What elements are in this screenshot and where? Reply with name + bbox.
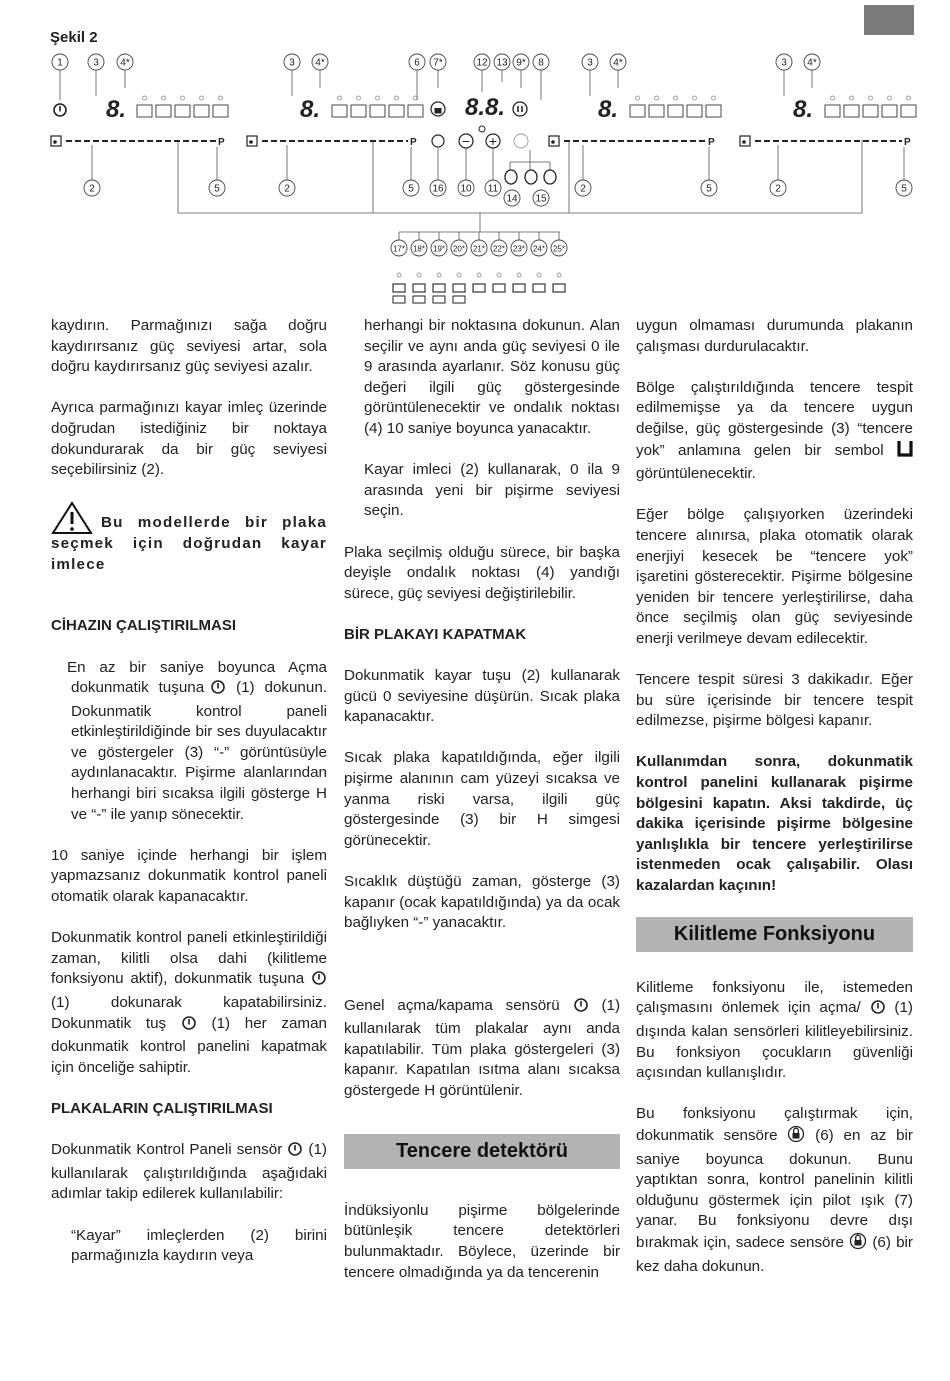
control-panel-diagram (0, 0, 950, 310)
paragraph: herhangi bir noktasına dokunun. Alan seçilir ve aynı anda güç seviyesi 0 ile 9 arasında ayarlanır. Söz konusu güç değeri ilgili güç göstergesinde görüntülenecektir ve ondalık noktası (4) 10 saniye boyunca yanacaktır. (364, 317, 620, 437)
text-column-1 (51, 316, 327, 1287)
callout-number: 6 (414, 57, 420, 69)
plus-button-label: + (488, 133, 498, 149)
timer-segment (156, 105, 171, 117)
timer-zone-icon (432, 135, 444, 147)
timer-segment (649, 105, 664, 117)
paragraph-text: (1) dokunarak kapatabilirsiniz. Dokunmatik tuş (51, 994, 327, 1032)
lock-icon (787, 1125, 805, 1150)
callout-number: 2 (775, 183, 781, 195)
power-level-display: 8. (598, 96, 619, 123)
callout-number: 10 (460, 183, 472, 195)
timer-segment (213, 105, 228, 117)
timer-indicator-icon (479, 126, 485, 132)
paragraph: İndüksiyonlu pişirme bölgelerinde bütünleşik tencere detektörleri bulunmaktadır. Böylece, üzerinde bir tencere olmadığında ya da tencerenin (344, 1201, 620, 1281)
paragraph: Eğer bölge çalışıyorken üzerindeki tencere alınırsa, plaka otomatik olarak enerjiyi kesecek be “tencere yok” işaretini gösterecektir. Pişirme bölgesine yeniden bir tencere yerleştirilirse, daha önce seçilmiş olan güç seviyesinde enerji verilmeye devam edilecektir. (636, 506, 913, 647)
callout-number: 1 (57, 57, 63, 69)
callout-number: 9* (516, 57, 526, 69)
cooking-function-icon (433, 284, 445, 292)
timer-segment (137, 105, 152, 117)
warning-triangle-icon (51, 501, 93, 535)
callout-number: 17* (392, 244, 406, 254)
callout-number: 4* (120, 57, 130, 69)
zone-icon-dot (249, 140, 253, 144)
slider-end-label: P (218, 137, 225, 148)
indicator-dot (907, 96, 911, 100)
indicator-dot (143, 96, 147, 100)
callout-number: 21* (472, 244, 486, 254)
power-level-display: 8.8. (465, 94, 506, 121)
timer-segment (668, 105, 683, 117)
callout-number: 14 (506, 193, 518, 205)
cooking-function-icon (453, 296, 465, 303)
indicator-dot (517, 273, 521, 277)
indicator-dot (712, 96, 716, 100)
callout-number: 7* (433, 57, 443, 69)
paragraph: kaydırın. Parmağınızı sağa doğru kaydırırsanız güç seviyesi artar, sola doğru kaydırırsanız güç seviyesi azalır. (51, 317, 327, 376)
paragraph: Dokunmatik kayar tuşu (2) kullanarak gücü 0 seviyesine düşürün. Sıcak plaka kapanacaktır. (344, 667, 620, 726)
timer-segment (901, 105, 916, 117)
callout-number: 8 (538, 57, 544, 69)
indicator-dot (497, 273, 501, 277)
indicator-dot (437, 273, 441, 277)
paragraph-text: (6) en az bir saniye boyunca dokunun. Bunu yaptıktan sonra, kontrol panelinin kilitli olduğunu göstermek için pilot ışık (7) yanar. Bu fonksiyonu devre dışı bırakmak için, sadece sensöre (636, 1126, 913, 1251)
paragraph-text: (1) dışında kalan sensörleri kilitleyebilirsiniz. Bu fonksiyon çocukların güvenliği açısından kullanışlıdır. (636, 999, 913, 1082)
callout-number: 15 (535, 193, 547, 205)
power-icon (214, 679, 226, 702)
indicator-dot (869, 96, 873, 100)
callout-number: 19* (432, 244, 446, 254)
zone-icon-dot (53, 140, 57, 144)
slider-end-label: P (410, 137, 417, 148)
paragraph (344, 996, 620, 1102)
callout-number: 4* (807, 57, 817, 69)
timer-segment (194, 105, 209, 117)
cooking-function-icon (493, 284, 505, 292)
timer-segment (332, 105, 347, 117)
lock-icon (849, 1232, 867, 1257)
lock-icon-body (435, 108, 442, 114)
cooking-sensor-icon (544, 170, 556, 184)
cooking-function-icon (513, 284, 525, 292)
paragraph: Ayrıca parmağınızı kayar imleç üzerinde doğrudan istediğiniz bir noktaya dokundurarak da bir güç seviyesi seçebilirsiniz (2). (51, 399, 327, 479)
paragraph-text: Bölge çalıştırıldığında tencere tespit edilmemişse ya da tencere uygun değilse, güç göstergesinde (3) “tencere yok” anlamına gelen bir sembol (636, 378, 913, 459)
paragraph-text: (1) kullanılarak çalıştırıldığında aşağıdaki adımlar takip edilerek kullanılabilir: (51, 1141, 327, 1203)
callout-number: 5 (706, 183, 712, 195)
indicator-dot (338, 96, 342, 100)
paragraph-text: Bu fonksiyonu çalıştırmak için, dokunmatik sensöre (636, 1105, 913, 1144)
timer-segment (825, 105, 840, 117)
indicator-dot (557, 273, 561, 277)
indicator-dot (674, 96, 678, 100)
power-icon (181, 1015, 197, 1038)
indicator-dot (477, 273, 481, 277)
cooking-function-icon (473, 284, 485, 292)
section-bar-lock-function: Kilitleme Fonksiyonu (636, 917, 913, 952)
callout-number: 3 (93, 57, 99, 69)
indicator-dot (537, 273, 541, 277)
paragraph: Sıcak plaka kapatıldığında, eğer ilgili pişirme alanının cam yüzeyi sıcaksa ve yanma riski varsa, ilgili güç göstergesinde (3) bir H simgesi görünecektir. (344, 749, 620, 849)
callout-number: 18* (412, 244, 426, 254)
callout-number: 25* (552, 244, 566, 254)
pause-icon (513, 102, 527, 116)
callout-number: 3 (289, 57, 295, 69)
timer-segment (351, 105, 366, 117)
cooking-sensor-icon (505, 170, 517, 184)
slider-end-label: P (904, 137, 911, 148)
section-heading: CİHAZIN ÇALIŞTIRILMASI (51, 617, 236, 635)
paragraph-text: Dokunmatik Kontrol Paneli sensör (51, 1141, 283, 1159)
paragraph (636, 378, 913, 485)
callout-number: 22* (492, 244, 506, 254)
indicator-dot (831, 96, 835, 100)
paragraph-text: En az bir saniye boyunca Açma dokunmatik tuşuna (67, 658, 327, 697)
indicator-dot (219, 96, 223, 100)
indicator-dot (417, 273, 421, 277)
callout-number: 2 (284, 183, 290, 195)
indicator-dot (457, 273, 461, 277)
callout-number: 4* (315, 57, 325, 69)
indicator-dot (693, 96, 697, 100)
indicator-dot (376, 96, 380, 100)
callout-number: 24* (532, 244, 546, 254)
timer-segment (863, 105, 878, 117)
paragraph (51, 928, 327, 1078)
function-select-icon (514, 134, 528, 148)
timer-segment (389, 105, 404, 117)
paragraph: Sıcaklık düştüğü zaman, gösterge (3) kapanır (ocak kapatıldığında) ya da ocak bağlıyken “-” yanacaktır. (344, 873, 620, 932)
safety-warning: Kullanımdan sonra, dokunmatik kontrol panelini kullanarak pişirme bölgesini kapatın. Aksi takdirde, üç dakika içerisinde pişirme bölgesine yanlışlıkla bir tencere yerleştirilirse istenmeden ocak çalışabilir. Olası kazalardan kaçının! (636, 753, 913, 895)
power-level-display: 8. (300, 96, 321, 123)
callout-number: 5 (214, 183, 220, 195)
timer-segment (630, 105, 645, 117)
power-level-display: 8. (106, 96, 127, 123)
power-level-display: 8. (793, 96, 814, 123)
paragraph-text: Kilitleme fonksiyonu ile, istemeden çalışmasını önlemek için açma/ (636, 978, 913, 1017)
timer-segment (706, 105, 721, 117)
power-icon (311, 970, 327, 993)
indicator-dot (655, 96, 659, 100)
cooking-function-icon (453, 284, 465, 292)
section-heading: BİR PLAKAYI KAPATMAK (344, 625, 527, 643)
figure-title: Şekil 2 (50, 29, 98, 46)
indicator-dot (200, 96, 204, 100)
timer-segment (408, 105, 423, 117)
power-icon (870, 999, 886, 1022)
callout-number: 3 (781, 57, 787, 69)
indicator-dot (162, 96, 166, 100)
callout-number: 3 (587, 57, 593, 69)
indicator-dot (397, 273, 401, 277)
section-bar-pot-detector: Tencere detektörü (344, 1134, 620, 1169)
paragraph: Kayar imleci (2) kullanarak, 0 ila 9 arasında yeni bir pişirme seviyesi seçin. (364, 461, 620, 520)
paragraph: “Kayar” imleçlerden (2) birini parmağınızla kaydırın veya (71, 1226, 327, 1265)
timer-segment (175, 105, 190, 117)
cooking-function-icon (533, 284, 545, 292)
cooking-sensor-icon (525, 170, 537, 184)
callout-number: 5 (408, 183, 414, 195)
minus-button-label: − (461, 133, 471, 149)
cooking-function-icon (393, 284, 405, 292)
callout-number: 23* (512, 244, 526, 254)
paragraph (51, 658, 327, 826)
indicator-dot (395, 96, 399, 100)
paragraph-text: Dokunmatik kontrol paneli etkinleştirildiği zaman, kilitli olsa dahi (kilitleme fonksiyonu aktif), dokunmatik tuşuna (51, 929, 327, 988)
paragraph-text: (1) dokunun. Dokunmatik kontrol paneli etkinleştirildiğinde bir ses duyulacaktır ve göstergeler (3) “-” görüntüsüyle aydınlanacaktır. Pişirme alanlarından herhangi biri sıcaksa ilgili gösterge H ve “-” ile yanıp sönecektir. (71, 679, 327, 823)
callout-number: 2 (89, 183, 95, 195)
cooking-function-icon (413, 296, 425, 303)
cooking-function-icon (413, 284, 425, 292)
zone-icon-dot (742, 140, 746, 144)
slider-end-label: P (708, 137, 715, 148)
zone-icon-dot (551, 140, 555, 144)
timer-segment (370, 105, 385, 117)
indicator-dot (357, 96, 361, 100)
indicator-dot (181, 96, 185, 100)
callout-number: 4* (613, 57, 623, 69)
cooking-function-icon (433, 296, 445, 303)
paragraph-text: Genel açma/kapama sensörü (344, 996, 560, 1014)
timer-segment (882, 105, 897, 117)
paragraph: uygun olmaması durumunda plakanın çalışması durdurulacaktır. (636, 317, 913, 355)
cooking-function-icon (553, 284, 565, 292)
paragraph-text: (1) kullanılarak tüm plakalar aynı anda kapatılabilir. Tüm plaka göstergeleri (3) kapanır. Kapatılan ısıtma alanı sıcaksa göstergede H görüntülenir. (344, 996, 620, 1099)
indicator-dot (888, 96, 892, 100)
text-column-2 (344, 316, 620, 1304)
indicator-dot (850, 96, 854, 100)
callout-number: 12 (476, 57, 488, 69)
callout-number: 16 (432, 183, 444, 195)
section-heading: PLAKALARIN ÇALIŞTIRILMASI (51, 1099, 273, 1117)
timer-segment (844, 105, 859, 117)
callout-number: 5 (901, 183, 907, 195)
indicator-dot (636, 96, 640, 100)
no-pot-symbol-icon (897, 440, 913, 465)
paragraph (51, 1140, 327, 1205)
paragraph: 10 saniye içinde herhangi bir işlem yapmazsanız dokunmatik kontrol paneli otomatik olarak kapanacaktır. (51, 846, 327, 906)
callout-number: 20* (452, 244, 466, 254)
power-icon (287, 1141, 303, 1164)
callout-number: 11 (487, 183, 499, 195)
paragraph-text: görüntülenecektir. (636, 465, 756, 483)
callout-number: 2 (580, 183, 586, 195)
timer-segment (687, 105, 702, 117)
warning-text: Bu modellerde bir plaka seçmek için doğrudan kayar imlece (51, 514, 327, 573)
paragraph: Tencere tespit süresi 3 dakikadır. Eğer bu süre içerisinde bir tencere tespit edilmezse, pişirme bölgesi kapanır. (636, 671, 913, 730)
paragraph: Plaka seçilmiş olduğu sürece, bir başka deyişle ondalık noktası (4) yandığı sürece, güç seviyesi değiştirilebilir. (344, 543, 620, 602)
paragraph (636, 978, 913, 1084)
callout-number: 13 (496, 57, 508, 69)
paragraph (636, 1104, 913, 1277)
paragraph-text: (1) her zaman dokunmatik kontrol panelini kapatmak için önceliğe sahiptir. (51, 1014, 327, 1076)
power-icon (573, 997, 589, 1020)
paragraph-text: (6) bir kez daha dokunun. (636, 1233, 913, 1275)
cooking-function-icon (393, 296, 405, 303)
text-column-3 (636, 316, 913, 1298)
